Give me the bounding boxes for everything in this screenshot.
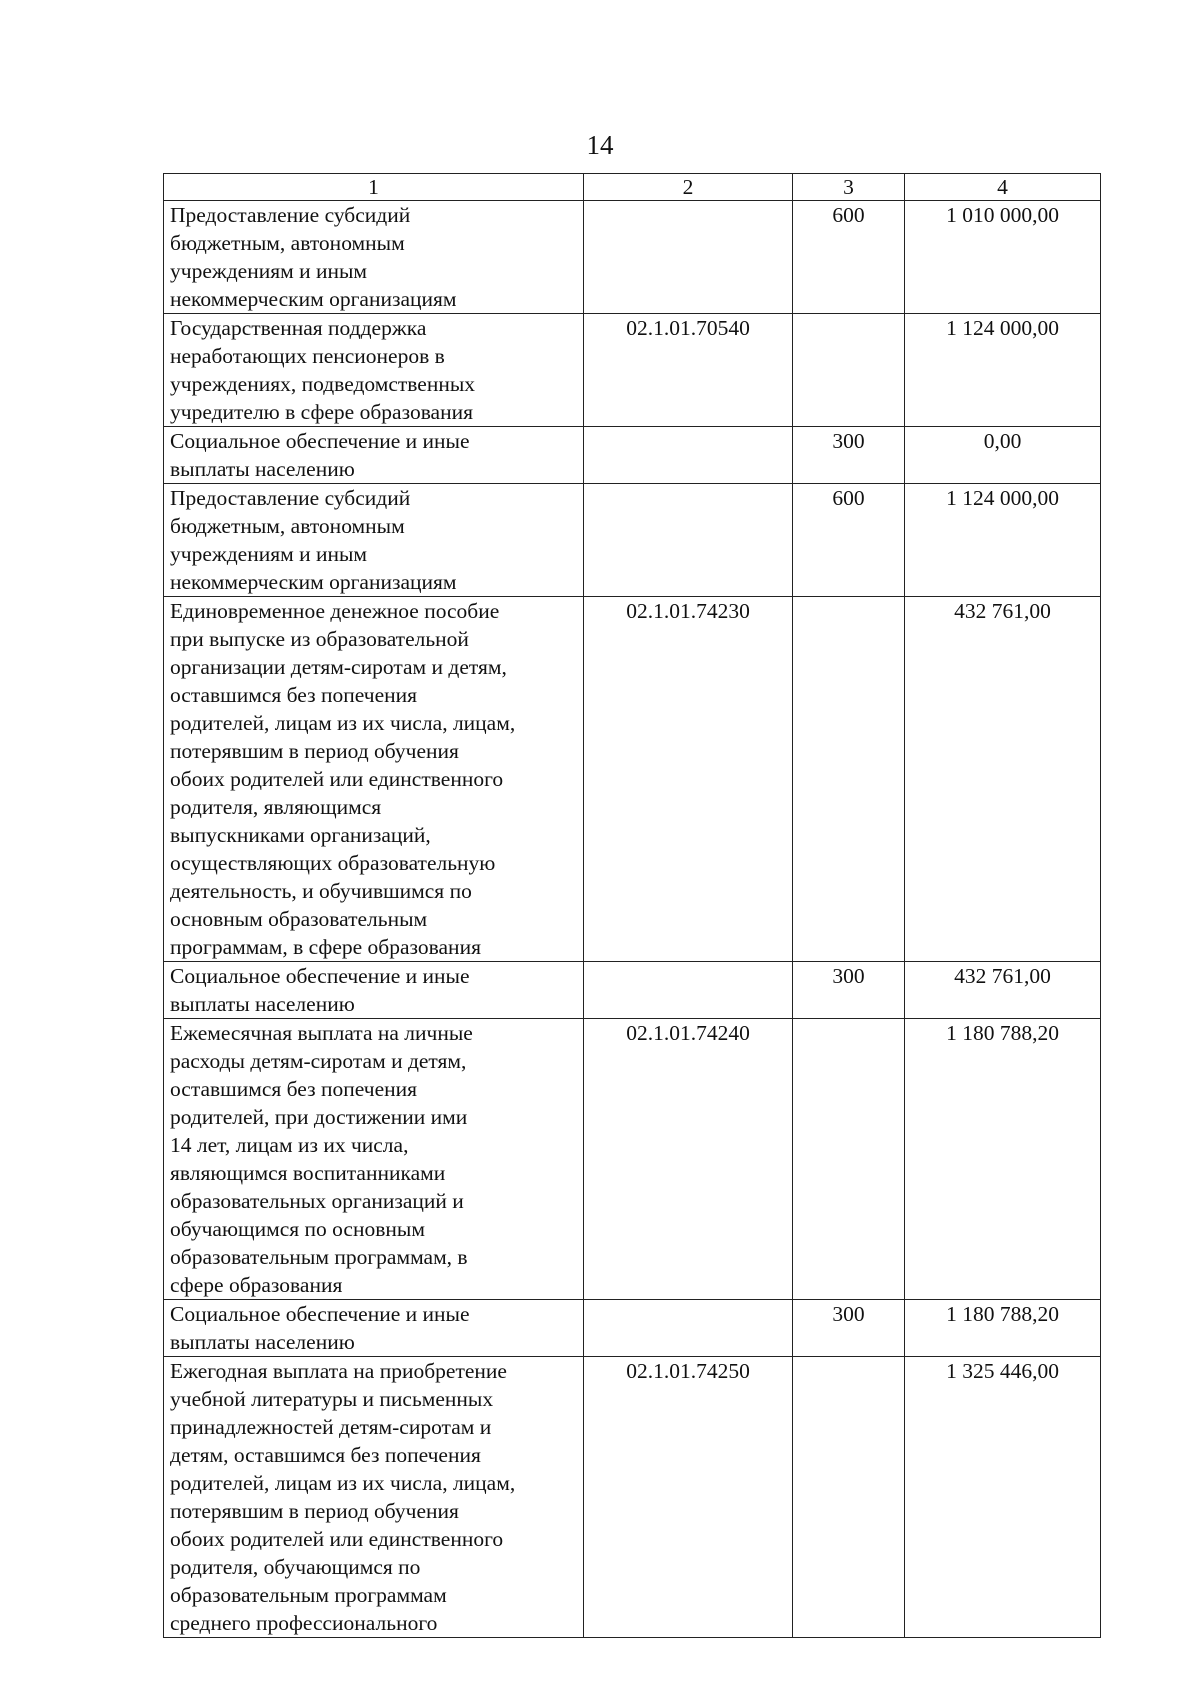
expense-name-line: учреждениях, подведомственных xyxy=(170,372,476,396)
target-article-code-cell xyxy=(584,427,793,484)
expense-name-line: при выпуске из образовательной xyxy=(170,627,469,651)
table-row xyxy=(164,1300,1101,1357)
expense-name-line: деятельность, и обучившимся по xyxy=(170,879,472,903)
expense-name-line: обоих родителей или единственного xyxy=(170,767,504,791)
expense-type-cell: 600 xyxy=(793,484,905,597)
expense-name-line: Социальное обеспечение и иные xyxy=(170,964,470,988)
amount-cell: 1 124 000,00 xyxy=(905,484,1101,597)
column-header-2: 2 xyxy=(584,174,793,201)
expense-name-line: учредителю в сфере образования xyxy=(170,400,474,424)
amount-cell: 1 010 000,00 xyxy=(905,201,1101,314)
expense-name-cell xyxy=(164,1019,584,1300)
expense-name-cell xyxy=(164,201,584,314)
table-row xyxy=(164,484,1101,597)
expense-name-line: выплаты населению xyxy=(170,457,355,481)
expense-name-line: выплаты населению xyxy=(170,992,355,1016)
expense-name-line: обоих родителей или единственного xyxy=(170,1527,504,1551)
expense-name-line: учебной литературы и письменных xyxy=(170,1387,494,1411)
expense-name-line: детям, оставшимся без попечения xyxy=(170,1443,481,1467)
expense-name-line: родителей, лицам из их числа, лицам, xyxy=(170,1471,516,1495)
target-article-code-cell xyxy=(584,484,793,597)
expense-name-cell xyxy=(164,1300,584,1357)
target-article-code-cell: 02.1.01.74230 xyxy=(584,597,793,962)
expense-name-cell xyxy=(164,314,584,427)
expense-type-cell xyxy=(793,1357,905,1638)
table-header-row xyxy=(164,174,1101,201)
expense-name-line: Ежемесячная выплата на личные xyxy=(170,1021,473,1045)
expense-name-line: потерявшим в период обучения xyxy=(170,1499,459,1523)
expense-name-line: образовательных организаций и xyxy=(170,1189,464,1213)
expense-name-line: Предоставление субсидий xyxy=(170,486,411,510)
expense-name-line: программам, в сфере образования xyxy=(170,935,481,959)
expense-name-cell xyxy=(164,597,584,962)
expense-name-cell xyxy=(164,962,584,1019)
expense-name-line: Предоставление субсидий xyxy=(170,203,411,227)
expense-name-line: родителей, лицам из их числа, лицам, xyxy=(170,711,516,735)
target-article-code-cell: 02.1.01.70540 xyxy=(584,314,793,427)
expense-name-line: Единовременное денежное пособие xyxy=(170,599,500,623)
table-row xyxy=(164,427,1101,484)
expense-name-line: расходы детям-сиротам и детям, xyxy=(170,1049,467,1073)
expense-name-line: некоммерческим организациям xyxy=(170,570,457,594)
expense-name-line: оставшимся без попечения xyxy=(170,683,418,707)
expense-name-line: 14 лет, лицам из их числа, xyxy=(170,1133,409,1157)
expense-type-cell: 300 xyxy=(793,1300,905,1357)
expense-type-cell xyxy=(793,597,905,962)
table-row xyxy=(164,314,1101,427)
column-header-3: 3 xyxy=(793,174,905,201)
expense-type-cell: 300 xyxy=(793,427,905,484)
expense-name-cell xyxy=(164,1357,584,1638)
table-row xyxy=(164,1019,1101,1300)
expense-type-cell xyxy=(793,314,905,427)
budget-table xyxy=(163,173,1101,1638)
target-article-code-cell: 02.1.01.74250 xyxy=(584,1357,793,1638)
expense-name-line: неработающих пенсионеров в xyxy=(170,344,445,368)
expense-name-line: потерявшим в период обучения xyxy=(170,739,459,763)
table-row xyxy=(164,201,1101,314)
expense-name-line: среднего профессионального xyxy=(170,1611,438,1635)
column-header-1: 1 xyxy=(164,174,584,201)
target-article-code-cell xyxy=(584,962,793,1019)
expense-name-line: Государственная поддержка xyxy=(170,316,427,340)
expense-type-cell: 300 xyxy=(793,962,905,1019)
expense-name-line: оставшимся без попечения xyxy=(170,1077,418,1101)
expense-name-line: обучающимся по основным xyxy=(170,1217,425,1241)
expense-type-cell xyxy=(793,1019,905,1300)
target-article-code-cell xyxy=(584,1300,793,1357)
expense-name-line: образовательным программам xyxy=(170,1583,447,1607)
column-header-4: 4 xyxy=(905,174,1101,201)
expense-name-line: некоммерческим организациям xyxy=(170,287,457,311)
expense-name-line: бюджетным, автономным xyxy=(170,231,405,255)
expense-name-line: Социальное обеспечение и иные xyxy=(170,1302,470,1326)
expense-name-line: Социальное обеспечение и иные xyxy=(170,429,470,453)
expense-name-line: Ежегодная выплата на приобретение xyxy=(170,1359,507,1383)
expense-name-line: учреждениям и иным xyxy=(170,259,368,283)
amount-cell: 1 325 446,00 xyxy=(905,1357,1101,1638)
expense-name-line: основным образовательным xyxy=(170,907,428,931)
table-row xyxy=(164,597,1101,962)
expense-name-line: образовательным программам, в xyxy=(170,1245,468,1269)
amount-cell: 0,00 xyxy=(905,427,1101,484)
target-article-code-cell xyxy=(584,201,793,314)
expense-name-line: выплаты населению xyxy=(170,1330,355,1354)
expense-name-cell xyxy=(164,427,584,484)
expense-name-line: учреждениям и иным xyxy=(170,542,368,566)
table-row xyxy=(164,1357,1101,1638)
table-body xyxy=(164,201,1101,1638)
expense-name-line: являющимся воспитанниками xyxy=(170,1161,446,1185)
expense-name-line: выпускниками организаций, xyxy=(170,823,431,847)
expense-type-cell: 600 xyxy=(793,201,905,314)
expense-name-cell xyxy=(164,484,584,597)
expense-name-line: родителя, обучающимся по xyxy=(170,1555,421,1579)
expense-name-line: бюджетным, автономным xyxy=(170,514,405,538)
amount-cell: 1 180 788,20 xyxy=(905,1300,1101,1357)
amount-cell: 432 761,00 xyxy=(905,962,1101,1019)
expense-name-line: родителей, при достижении ими xyxy=(170,1105,468,1129)
expense-name-line: осуществляющих образовательную xyxy=(170,851,496,875)
expense-name-line: сфере образования xyxy=(170,1273,343,1297)
target-article-code-cell: 02.1.01.74240 xyxy=(584,1019,793,1300)
expense-name-line: организации детям-сиротам и детям, xyxy=(170,655,507,679)
table-row xyxy=(164,962,1101,1019)
amount-cell: 1 124 000,00 xyxy=(905,314,1101,427)
expense-name-line: родителя, являющимся xyxy=(170,795,382,819)
expense-name-line: принадлежностей детям-сиротам и xyxy=(170,1415,492,1439)
amount-cell: 432 761,00 xyxy=(905,597,1101,962)
page-number: 14 xyxy=(586,130,614,160)
amount-cell: 1 180 788,20 xyxy=(905,1019,1101,1300)
